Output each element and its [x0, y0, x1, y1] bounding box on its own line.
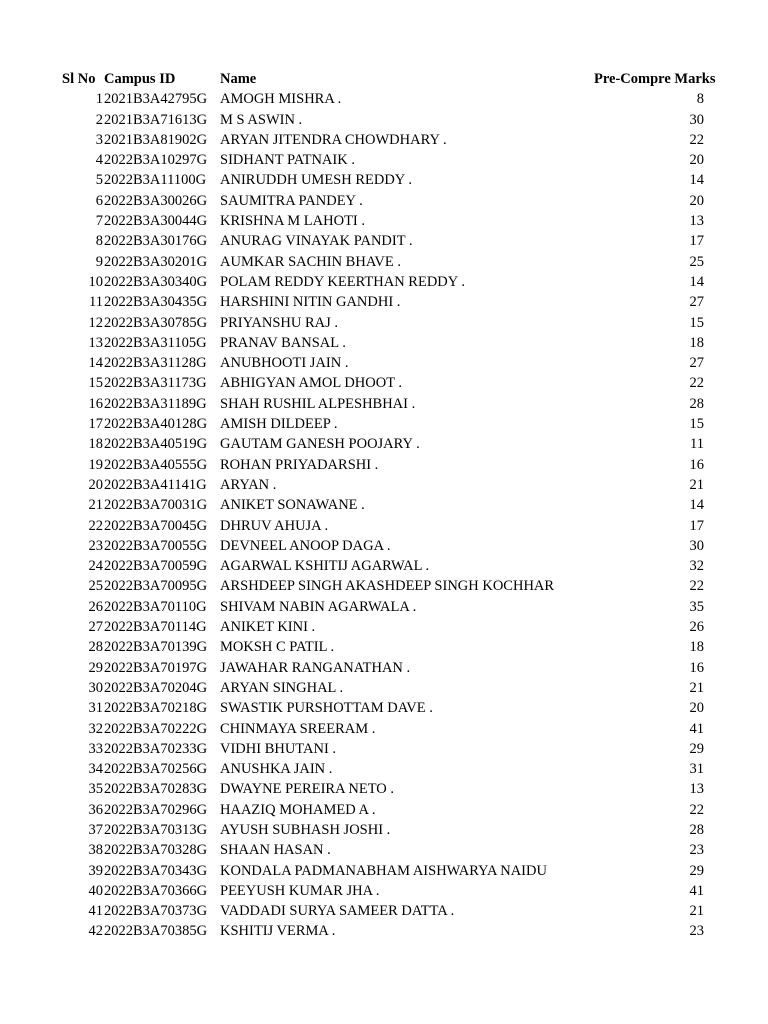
sl-no-cell: 34 [88, 761, 103, 778]
sl-no-cell: 21 [88, 497, 103, 514]
table-row [62, 719, 704, 739]
table-row [62, 130, 704, 150]
campus-id-cell: 2022B3A70197G [104, 659, 208, 676]
campus-id-cell: 2022B3A30044G [104, 213, 208, 230]
name-cell: VADDADI SURYA SAMEER DATTA . [220, 903, 455, 920]
name-cell: PEEYUSH KUMAR JHA . [220, 882, 380, 899]
campus-id-cell: 2022B3A70204G [104, 679, 208, 696]
marks-cell: 23 [689, 923, 704, 940]
marks-cell: 30 [689, 537, 704, 554]
header-sl-no: Sl No [62, 71, 96, 87]
sl-no-cell: 23 [88, 537, 103, 554]
table-row [62, 373, 704, 393]
sl-no-cell: 1 [95, 91, 103, 108]
marks-cell: 13 [689, 213, 704, 230]
table-row [62, 658, 704, 678]
name-cell: HAAZIQ MOHAMED A . [220, 801, 376, 818]
table-row [62, 150, 704, 170]
name-cell: ARYAN JITENDRA CHOWDHARY . [220, 131, 447, 148]
marks-cell: 17 [689, 517, 704, 534]
name-cell: MOKSH C PATIL . [220, 639, 335, 656]
marks-cell: 20 [689, 192, 704, 209]
table-row [62, 394, 704, 414]
name-cell: SAUMITRA PANDEY . [220, 192, 363, 209]
name-cell: AMISH DILDEEP . [220, 416, 338, 433]
campus-id-cell: 2022B3A40128G [104, 416, 208, 433]
sl-no-cell: 3 [95, 131, 103, 148]
table-row [62, 353, 704, 373]
marks-cell: 14 [689, 497, 704, 514]
sl-no-cell: 27 [88, 619, 103, 636]
marks-cell: 18 [689, 639, 704, 656]
sl-no-cell: 5 [95, 172, 103, 189]
campus-id-cell: 2022B3A70366G [104, 882, 208, 899]
sl-no-cell: 17 [88, 416, 103, 433]
marks-cell: 25 [689, 253, 704, 270]
name-cell: SHAH RUSHIL ALPESHBHAI . [220, 395, 416, 412]
table-row [62, 170, 704, 190]
marks-cell: 29 [689, 740, 704, 757]
table-row [62, 292, 704, 312]
campus-id-cell: 2022B3A30176G [104, 233, 208, 250]
marks-cell: 41 [689, 882, 704, 899]
sl-no-cell: 7 [95, 213, 103, 230]
campus-id-cell: 2022B3A70343G [104, 862, 208, 879]
campus-id-cell: 2021B3A81902G [104, 131, 208, 148]
name-cell: AUMKAR SACHIN BHAVE . [220, 253, 402, 270]
campus-id-cell: 2022B3A70110G [104, 598, 207, 615]
campus-id-cell: 2022B3A70222G [104, 720, 208, 737]
table-row [62, 840, 704, 860]
name-cell: M S ASWIN . [220, 111, 303, 128]
marks-cell: 18 [689, 334, 704, 351]
sl-no-cell: 19 [88, 456, 103, 473]
table-row [62, 333, 704, 353]
sl-no-cell: 32 [88, 720, 103, 737]
name-cell: ARYAN SINGHAL . [220, 679, 344, 696]
table-row [62, 231, 704, 251]
campus-id-cell: 2022B3A70256G [104, 761, 208, 778]
name-cell: PRANAV BANSAL . [220, 334, 346, 351]
campus-id-cell: 2021B3A42795G [104, 91, 208, 108]
header-row [62, 69, 704, 89]
campus-id-cell: 2022B3A70218G [104, 700, 208, 717]
campus-id-cell: 2022B3A40555G [104, 456, 208, 473]
marks-cell: 27 [689, 294, 704, 311]
name-cell: PRIYANSHU RAJ . [220, 314, 339, 331]
sl-no-cell: 37 [88, 821, 103, 838]
marks-cell: 11 [690, 436, 704, 453]
name-cell: DHRUV AHUJA . [220, 517, 329, 534]
name-cell: ABHIGYAN AMOL DHOOT . [220, 375, 403, 392]
marks-cell: 29 [689, 862, 704, 879]
sl-no-cell: 16 [88, 395, 103, 412]
marks-cell: 20 [689, 700, 704, 717]
campus-id-cell: 2022B3A70139G [104, 639, 208, 656]
marks-cell: 35 [689, 598, 704, 615]
sl-no-cell: 33 [88, 740, 103, 757]
campus-id-cell: 2022B3A30340G [104, 273, 208, 290]
name-cell: POLAM REDDY KEERTHAN REDDY . [220, 273, 465, 290]
campus-id-cell: 2022B3A10297G [104, 152, 208, 169]
marks-cell: 41 [689, 720, 704, 737]
campus-id-cell: 2022B3A70059G [104, 558, 208, 575]
table-row [62, 921, 704, 941]
name-cell: KSHITIJ VERMA . [220, 923, 336, 940]
sl-no-cell: 39 [88, 862, 103, 879]
sl-no-cell: 14 [88, 355, 103, 372]
table-row [62, 779, 704, 799]
name-cell: SHAAN HASAN . [220, 842, 331, 859]
name-cell: SWASTIK PURSHOTTAM DAVE . [220, 700, 433, 717]
sl-no-cell: 31 [88, 700, 103, 717]
campus-id-cell: 2022B3A70031G [104, 497, 208, 514]
campus-id-cell: 2022B3A70296G [104, 801, 208, 818]
table-row [62, 820, 704, 840]
name-cell: ANIKET SONAWANE . [220, 497, 365, 514]
sl-no-cell: 11 [89, 294, 103, 311]
table-row [62, 89, 704, 109]
name-cell: ROHAN PRIYADARSHI . [220, 456, 379, 473]
marks-cell: 21 [689, 903, 704, 920]
marks-cell: 23 [689, 842, 704, 859]
marks-sheet [62, 69, 716, 942]
marks-cell: 17 [689, 233, 704, 250]
name-cell: ANURAG VINAYAK PANDIT . [220, 233, 413, 250]
sl-no-cell: 12 [88, 314, 103, 331]
marks-cell: 21 [689, 679, 704, 696]
marks-cell: 22 [689, 375, 704, 392]
marks-cell: 15 [689, 416, 704, 433]
name-cell: GAUTAM GANESH POOJARY . [220, 436, 420, 453]
marks-cell: 15 [689, 314, 704, 331]
name-cell: CHINMAYA SREERAM . [220, 720, 376, 737]
sl-no-cell: 4 [95, 152, 103, 169]
table-row [62, 191, 704, 211]
header-name: Name [220, 71, 257, 87]
table-row [62, 252, 704, 272]
marks-cell: 22 [689, 131, 704, 148]
name-cell: DWAYNE PEREIRA NETO . [220, 781, 395, 798]
name-cell: ARYAN . [220, 476, 277, 493]
sl-no-cell: 40 [88, 882, 103, 899]
sl-no-cell: 41 [88, 903, 103, 920]
marks-cell: 28 [689, 821, 704, 838]
name-cell: ANUBHOOTI JAIN . [220, 355, 349, 372]
table-row [62, 881, 704, 901]
marks-cell: 20 [689, 152, 704, 169]
table-row [62, 800, 704, 820]
marks-cell: 26 [689, 619, 704, 636]
sl-no-cell: 8 [95, 233, 103, 250]
table-row [62, 434, 704, 454]
campus-id-cell: 2022B3A31128G [104, 355, 207, 372]
sl-no-cell: 30 [88, 679, 103, 696]
name-cell: JAWAHAR RANGANATHAN . [220, 659, 411, 676]
marks-cell: 21 [689, 476, 704, 493]
table-row [62, 536, 704, 556]
sl-no-cell: 28 [88, 639, 103, 656]
campus-id-cell: 2022B3A70114G [104, 619, 207, 636]
campus-id-cell: 2022B3A30435G [104, 294, 208, 311]
marks-table [62, 69, 716, 942]
campus-id-cell: 2022B3A11100G [104, 172, 207, 189]
campus-id-cell: 2021B3A71613G [104, 111, 208, 128]
table-row [62, 861, 704, 881]
name-cell: SIDHANT PATNAIK . [220, 152, 355, 169]
campus-id-cell: 2022B3A70055G [104, 537, 208, 554]
sl-no-cell: 36 [88, 801, 103, 818]
campus-id-cell: 2022B3A30026G [104, 192, 208, 209]
table-row [62, 110, 704, 130]
name-cell: ANUSHKA JAIN . [220, 761, 333, 778]
name-cell: DEVNEEL ANOOP DAGA . [220, 537, 391, 554]
sl-no-cell: 35 [88, 781, 103, 798]
marks-cell: 14 [689, 172, 704, 189]
name-cell: KONDALA PADMANABHAM AISHWARYA NAIDU [220, 862, 547, 879]
sl-no-cell: 6 [95, 192, 103, 209]
marks-cell: 22 [689, 801, 704, 818]
name-cell: ANIRUDDH UMESH REDDY . [220, 172, 412, 189]
header-campus-id: Campus ID [104, 71, 176, 87]
table-row [62, 211, 704, 231]
table-row [62, 455, 704, 475]
sl-no-cell: 13 [88, 334, 103, 351]
sl-no-cell: 29 [88, 659, 103, 676]
marks-cell: 30 [689, 111, 704, 128]
marks-cell: 22 [689, 578, 704, 595]
name-cell: AYUSH SUBHASH JOSHI . [220, 821, 391, 838]
campus-id-cell: 2022B3A41141G [104, 476, 207, 493]
marks-cell: 32 [689, 558, 704, 575]
sl-no-cell: 25 [88, 578, 103, 595]
sl-no-cell: 10 [88, 273, 103, 290]
table-row [62, 516, 704, 536]
table-row [62, 698, 704, 718]
campus-id-cell: 2022B3A70313G [104, 821, 208, 838]
table-row [62, 556, 704, 576]
marks-cell: 16 [689, 659, 704, 676]
marks-cell: 8 [696, 91, 704, 108]
sl-no-cell: 22 [88, 517, 103, 534]
name-cell: ARSHDEEP SINGH AKASHDEEP SINGH KOCHHAR [220, 578, 555, 595]
table-row [62, 637, 704, 657]
table-row [62, 272, 704, 292]
table-row [62, 739, 704, 759]
name-cell: AGARWAL KSHITIJ AGARWAL . [220, 558, 430, 575]
campus-id-cell: 2022B3A70328G [104, 842, 208, 859]
header-marks: Pre-Compre Marks [594, 71, 716, 87]
table-row [62, 495, 704, 515]
campus-id-cell: 2022B3A70385G [104, 923, 208, 940]
campus-id-cell: 2022B3A70283G [104, 781, 208, 798]
name-cell: SHIVAM NABIN AGARWALA . [220, 598, 417, 615]
marks-cell: 31 [689, 761, 704, 778]
name-cell: AMOGH MISHRA . [220, 91, 342, 108]
campus-id-cell: 2022B3A70095G [104, 578, 208, 595]
table-header [62, 69, 716, 89]
campus-id-cell: 2022B3A30785G [104, 314, 208, 331]
campus-id-cell: 2022B3A31105G [104, 334, 207, 351]
table-row [62, 617, 704, 637]
sl-no-cell: 38 [88, 842, 103, 859]
marks-cell: 13 [689, 781, 704, 798]
sl-no-cell: 42 [88, 923, 103, 940]
sl-no-cell: 24 [88, 558, 103, 575]
sl-no-cell: 26 [88, 598, 103, 615]
name-cell: KRISHNA M LAHOTI . [220, 213, 365, 230]
campus-id-cell: 2022B3A31189G [104, 395, 207, 412]
sl-no-cell: 18 [88, 436, 103, 453]
table-row [62, 576, 704, 596]
table-row [62, 759, 704, 779]
marks-cell: 28 [689, 395, 704, 412]
name-cell: VIDHI BHUTANI . [220, 740, 337, 757]
marks-cell: 14 [689, 273, 704, 290]
marks-cell: 16 [689, 456, 704, 473]
marks-cell: 27 [689, 355, 704, 372]
table-row [62, 475, 704, 495]
name-cell: ANIKET KINI . [220, 619, 316, 636]
campus-id-cell: 2022B3A31173G [104, 375, 207, 392]
campus-id-cell: 2022B3A70045G [104, 517, 208, 534]
table-row [62, 313, 704, 333]
table-row [62, 901, 704, 921]
table-row [62, 597, 704, 617]
sl-no-cell: 2 [95, 111, 103, 128]
campus-id-cell: 2022B3A30201G [104, 253, 208, 270]
campus-id-cell: 2022B3A70233G [104, 740, 208, 757]
table-row [62, 678, 704, 698]
sl-no-cell: 15 [88, 375, 103, 392]
table-body [62, 89, 704, 941]
campus-id-cell: 2022B3A70373G [104, 903, 208, 920]
name-cell: HARSHINI NITIN GANDHI . [220, 294, 401, 311]
sl-no-cell: 9 [95, 253, 103, 270]
sl-no-cell: 20 [88, 476, 103, 493]
table-row [62, 414, 704, 434]
campus-id-cell: 2022B3A40519G [104, 436, 208, 453]
